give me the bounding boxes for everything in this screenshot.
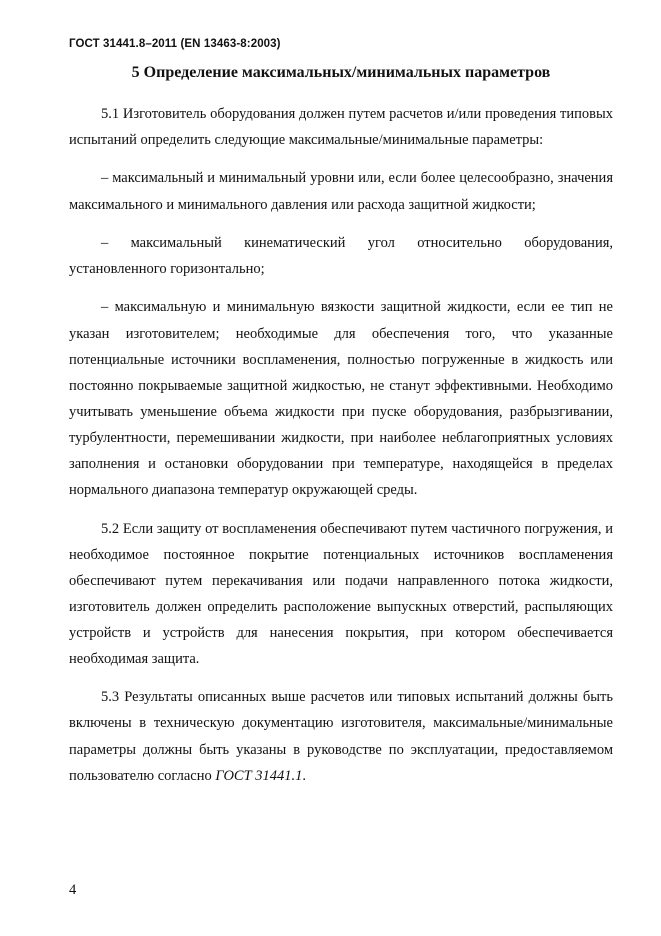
section-title: 5 Определение максимальных/минимальных параметров xyxy=(131,64,551,81)
standard-reference: ГОСТ 31441.1 xyxy=(215,767,303,784)
standard-header: ГОСТ 31441.8–2011 (EN 13463-8:2003) xyxy=(69,38,281,50)
paragraph-5-3 xyxy=(69,684,613,788)
paragraph-list-item-levels: – максимальный и минимальный уровни или, если более целесообразно, значения максимального и минимального давления или расхода защитной жидкости; xyxy=(69,170,613,213)
page-number: 4 xyxy=(69,882,77,898)
paragraph-5-2: 5.2 Если защиту от воспламенения обеспечивают путем частичного погружения, и необходимое постоянное покрытие потенциальных источников воспламенения обеспечивают путем перекачивания или подачи направленного потока жидкости, изготовитель должен определить расположение выпускных отверстий, распыляющих устройств и устройств для нанесения покрытия, при котором обеспечивается необходимая защита. xyxy=(69,520,613,667)
section-body xyxy=(69,101,613,789)
paragraph-list-item-angle: – максимальный кинематический угол относительно оборудования, установленного горизонтально; xyxy=(69,234,613,278)
paragraph-list-item-viscosity: – максимальную и минимальную вязкости защитной жидкости, если ее тип не указан изготовителем; необходимые для обеспечения того, что указанные потенциальные источники воспламенения, полностью погруженные в жидкость или постоянно покрываемые защитной жидкостью, не станут эффективными. Необходимо учитывать уменьшение объема жидкости при пуске оборудования, разбрызгивании, турбулентности, перемешивании жидкости, при наиболее неблагоприятных условиях заполнения и остановки оборудовании при температуре, находящейся в пределах нормального диапазона температур окружающей среды. xyxy=(69,299,613,499)
paragraph-5-1: 5.1 Изготовитель оборудования должен путем расчетов и/или проведения типовых испытаний определить следующие максимальные/минимальные параметры: xyxy=(69,106,613,149)
paragraph-5-3-tail: . xyxy=(302,767,307,784)
paragraph-5-3-text: 5.3 Результаты описанных выше расчетов или типовых испытаний должны быть включены в техническую документацию изготовителя, максимальные/минимальные параметры должны быть указаны в руководстве по эксплуатации, предоставляемом пользователю согласно xyxy=(69,689,613,784)
